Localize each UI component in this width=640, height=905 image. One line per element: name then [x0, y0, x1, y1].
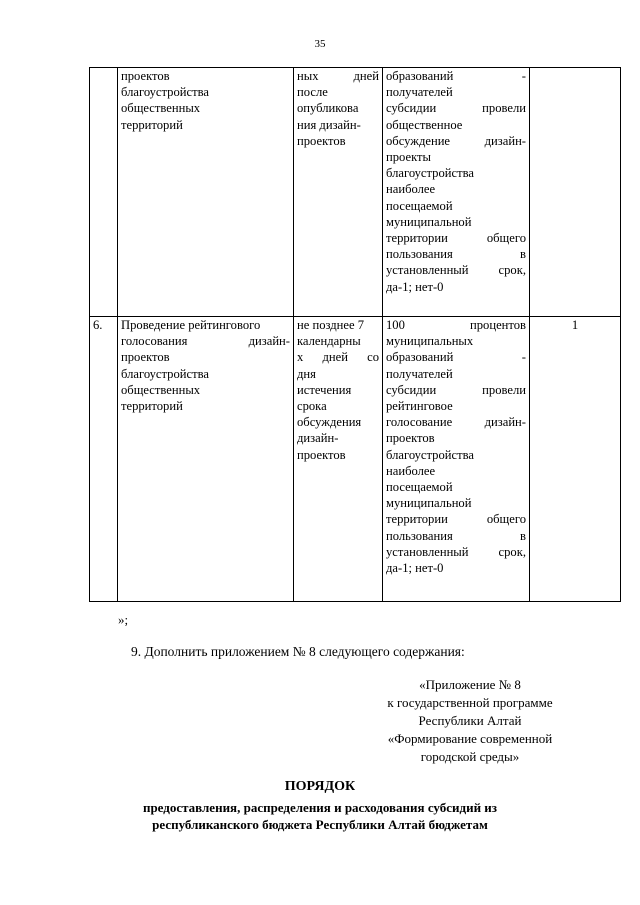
- cell-line: общественных: [121, 101, 201, 116]
- cell-line: да-1; нет-0: [386, 279, 444, 294]
- cell-line: дня: [297, 366, 316, 381]
- appendix-line: «Приложение № 8: [419, 677, 521, 692]
- heading-subtitle-line: предоставления, распределения и расходования субсидий из: [142, 800, 498, 815]
- amendment-item-9: 9. Дополнить приложением № 8 следующего содержания:: [131, 644, 465, 659]
- cell-line: календарны: [297, 334, 361, 349]
- cell-line: проектов: [121, 350, 170, 365]
- cell-line: дизайн-: [297, 431, 339, 446]
- closing-quote: »;: [118, 612, 129, 627]
- cell-line: рейтинговое: [386, 399, 453, 414]
- cell-line: благоустройства: [386, 447, 474, 462]
- cell-line: ных дней: [297, 69, 379, 83]
- deadline-cell: [294, 68, 383, 317]
- indicators-table: [89, 67, 621, 602]
- heading-subtitle-line: республиканского бюджета Республики Алтай бюджетам: [152, 817, 488, 832]
- cell-line: не позднее 7: [297, 318, 365, 332]
- appendix-line: Республики Алтай: [418, 713, 522, 728]
- table-row: [90, 317, 621, 602]
- cell-line: срока: [297, 399, 327, 414]
- cell-line: Проведение рейтингового: [121, 318, 261, 332]
- cell-line: голосование дизайн-: [386, 415, 526, 430]
- cell-line: муниципальной: [386, 496, 472, 511]
- cell-line: установленный срок,: [386, 263, 526, 278]
- cell-line: проектов: [121, 69, 170, 83]
- cell-line: ния дизайн-: [297, 117, 361, 132]
- value-cell: [530, 68, 621, 317]
- cell-line: установленный срок,: [386, 544, 526, 559]
- cell-line: общественных: [121, 382, 201, 397]
- cell-line: получателей: [386, 85, 453, 100]
- table-row: [90, 68, 621, 317]
- cell-line: проекты: [386, 150, 431, 165]
- cell-line: посещаемой: [386, 480, 453, 495]
- event-name-cell: [118, 68, 294, 317]
- cell-line: территории общего: [386, 231, 526, 246]
- indicator-cell: [383, 68, 530, 317]
- cell-line: субсидии провели: [386, 382, 526, 397]
- appendix-line: к государственной программе: [387, 695, 553, 710]
- cell-line: 100 процентов: [386, 318, 526, 332]
- cell-line: х дней со: [297, 350, 379, 365]
- cell-line: обсуждения: [297, 415, 362, 430]
- value-cell: 1: [530, 317, 621, 602]
- document-heading: [0, 778, 640, 833]
- cell-line: пользования в: [386, 247, 526, 262]
- cell-line: образований -: [386, 350, 526, 365]
- cell-line: субсидии провели: [386, 101, 526, 116]
- cell-line: общественное: [386, 117, 463, 132]
- row-number-cell: [90, 68, 118, 317]
- cell-line: территорий: [121, 117, 183, 132]
- cell-line: после: [297, 85, 328, 100]
- cell-line: обсуждение дизайн-: [386, 133, 526, 148]
- cell-line: опубликова: [297, 101, 359, 116]
- cell-line: посещаемой: [386, 198, 453, 213]
- cell-line: пользования в: [386, 528, 526, 543]
- cell-line: муниципальной: [386, 214, 472, 229]
- appendix-line: городской среды»: [420, 749, 520, 764]
- cell-line: наиболее: [386, 463, 436, 478]
- cell-line: проектов: [297, 447, 346, 462]
- heading-title: ПОРЯДОК: [284, 779, 356, 794]
- cell-line: территорий: [121, 399, 183, 414]
- appendix-line: «Формирование современной: [387, 731, 553, 746]
- cell-line: благоустройства: [121, 85, 209, 100]
- row-number-cell: 6.: [90, 317, 118, 602]
- deadline-cell: [294, 317, 383, 602]
- cell-line: проектов: [386, 431, 435, 446]
- cell-line: наиболее: [386, 182, 436, 197]
- cell-line: проектов: [297, 133, 346, 148]
- indicator-cell: [383, 317, 530, 602]
- appendix-header: [350, 676, 590, 766]
- cell-line: территории общего: [386, 512, 526, 527]
- cell-line: да-1; нет-0: [386, 561, 444, 576]
- cell-line: благоустройства: [121, 366, 209, 381]
- cell-line: муниципальных: [386, 334, 474, 349]
- cell-line: благоустройства: [386, 166, 474, 181]
- event-name-cell: [118, 317, 294, 602]
- page-number: 35: [314, 38, 326, 50]
- cell-line: образований -: [386, 69, 526, 83]
- cell-line: голосования дизайн-: [121, 334, 290, 349]
- cell-line: истечения: [297, 382, 352, 397]
- cell-line: получателей: [386, 366, 453, 381]
